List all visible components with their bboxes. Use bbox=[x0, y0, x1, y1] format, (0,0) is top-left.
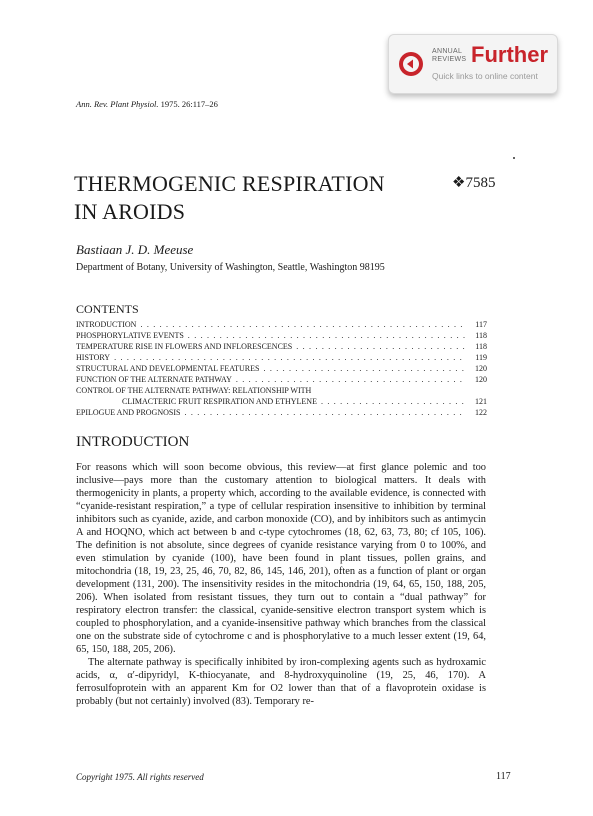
toc-item[interactable]: FUNCTION OF THE ALTERNATE PATHWAY . . . 120 bbox=[76, 374, 487, 385]
toc-item[interactable]: TEMPERATURE RISE IN FLOWERS AND INFLORESCENCES . . . 118 bbox=[76, 341, 487, 352]
toc-item[interactable]: CONTROL OF THE ALTERNATE PATHWAY: RELATIONSHIP WITH bbox=[76, 386, 312, 395]
introduction-body bbox=[76, 461, 486, 708]
badge-annual-reviews-label: ANNUAL REVIEWS bbox=[432, 48, 467, 63]
annual-reviews-further-badge[interactable] bbox=[388, 34, 558, 94]
journal-volume: 1975. 26:117–26 bbox=[160, 99, 218, 109]
toc-item[interactable]: INTRODUCTION . . . 117 bbox=[76, 319, 487, 330]
author-affiliation: Department of Botany, University of Washington, Seattle, Washington 98195 bbox=[76, 262, 385, 273]
contents-heading: CONTENTS bbox=[76, 302, 139, 316]
toc-item[interactable]: PHOSPHORYLATIVE EVENTS . . . 118 bbox=[76, 330, 487, 341]
paragraph: For reasons which will soon become obvious, this review—at first glance polemic and too inclusive—pays more than the customary attention to biological matters. It deals with thermogenicity in plants, a property which, according to the available evidence, is connected with “cyanide-resistant respiration,” a type of cellular respiration insensitive to inhibition by terminal inhibitors such as cyanide, azide, and carbon monoxide (CO), and by inhibitors such as antimycin A and HOQNO, which act between b and c-type cytochromes (18, 62, 63, 73, 80; cf 105, 106). The definition is not absolute, since degrees of cyanide resistance varying from 0 to 100%, and even stimulation by cyanide (100), have been found in plant tissues, pollen grains, and mitochondria (18, 19, 23, 25, 46, 70, 82, 86, 145, 146, 201), often as a function of plant or organ development (131, 200). The insensitivity resides in the mitochondria (19, 64, 65, 150, 188, 205, 206). When isolated from resistant tissues, they turn out to contain a “dual pathway” for respiratory electron transfer: the classical, cyanide-sensitive electron transport system which is coupled to phosphorylation, and a cyanide-insensitive pathway which branches from the classical one on the substrate side of cytochrome c and is phosphorylative to a much lesser extent (19, 64, 65, 150, 188, 205, 206). bbox=[76, 462, 486, 655]
author-name: Bastiaan J. D. Meeuse bbox=[76, 242, 194, 257]
article-title: THERMOGENIC RESPIRATION IN AROIDS bbox=[74, 171, 385, 224]
toc-item[interactable]: EPILOGUE AND PROGNOSIS . . . 122 bbox=[76, 407, 487, 418]
table-of-contents bbox=[76, 319, 487, 418]
copyright-notice: Copyright 1975. All rights reserved bbox=[76, 772, 204, 782]
badge-further-label: Further bbox=[471, 42, 548, 67]
introduction-heading: INTRODUCTION bbox=[76, 434, 190, 450]
toc-item[interactable]: HISTORY . . . 119 bbox=[76, 352, 487, 363]
page-number: 117 bbox=[496, 771, 511, 782]
journal-title: Ann. Rev. Plant Physiol. bbox=[76, 99, 159, 109]
toc-item[interactable]: STRUCTURAL AND DEVELOPMENTAL FEATURES . . . 120 bbox=[76, 363, 487, 374]
article-code: ❖7585 bbox=[452, 175, 496, 191]
toc-item[interactable]: CLIMACTERIC FRUIT RESPIRATION AND ETHYLENE . . . 121 bbox=[76, 396, 487, 407]
back-arrow-icon bbox=[398, 51, 424, 77]
paragraph: The alternate pathway is specifically inhibited by iron-complexing agents such as hydroxamic acids, α, α′-dipyridyl, K-thiocyanate, and 8-hydroxyquinoline (19, 25, 46, 170). A ferrosulfoprotein with an apparent Km for O2 lower than that of a flavoprotein oxidase is probably (but not certainly) involved (83). Temporary re- bbox=[76, 657, 486, 707]
badge-subtitle: Quick links to online content bbox=[432, 71, 538, 81]
journal-citation bbox=[76, 99, 218, 109]
speck-mark bbox=[513, 157, 515, 159]
